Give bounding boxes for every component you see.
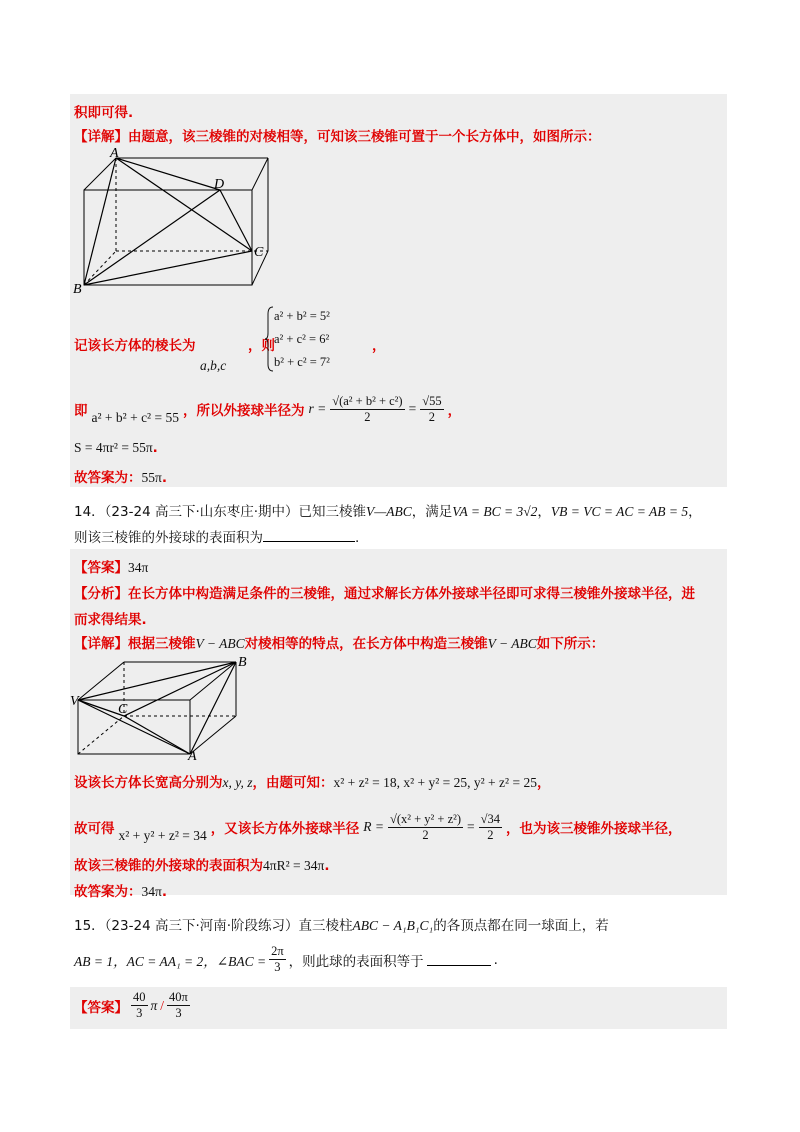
radius-value-14: $\frac{√34}{2}$ [480, 811, 501, 842]
detail-tag: 【详解】 [74, 129, 128, 145]
vertex-label-b: B [73, 282, 82, 294]
detail-text: 由题意，该三棱锥的对棱相等，可知该三棱锥可置于一个长方体中，如图所示： [128, 129, 601, 145]
answer-value-13: 55π [141, 470, 162, 485]
detail-14: 【详解】根据三棱锥V − ABC对棱相等的特点，在长方体中构造三棱锥V − ABC如下所示： [74, 636, 605, 652]
vertex-label-b2: B [238, 655, 247, 670]
vertex-label-a2: A [188, 749, 197, 762]
question-15: 15．（23-24 高三下·河南·阶段练习）直三棱柱ABC − A₁B₁C₁的各顶点都在同一球面上，若 [74, 918, 609, 934]
system-eq-3: b² + c² = 7² [274, 355, 330, 369]
then-text: ，则 [248, 338, 275, 354]
answer-line-13: 故答案为：55π. [74, 470, 167, 486]
radius-fraction-14: $\frac{\text{√(x² + y² + z²)}}{2}$ [389, 811, 462, 842]
sum-squares-eq: a² + b² + c² = 55 [91, 410, 179, 425]
angle-fraction: $\frac{2\pi}{3}$ [271, 944, 284, 974]
question-15-line2: AB = 1，AC = AA₁ = 2，∠BAC = $\frac{2\pi}{3}$ ，则此球的表面积等于 . [74, 944, 498, 974]
surface-area-eq: S = 4πr² = 55π [74, 440, 153, 455]
answer-fraction-2: $\frac{40\pi}{3}$ [169, 990, 188, 1020]
brace-glyph [264, 306, 274, 372]
edge-vars: a,b,c [200, 358, 227, 373]
answer-fraction-1: $\frac{40}{3}$ [133, 990, 146, 1020]
radius-line-14: 故可得 x² + y² + z² = 34 ，又该长方体外接球半径 R = $\frac{\text{√(x² + y² + z²)}}{2}$ = $\frac{√34}{2}$ ，也为该三棱锥外接球半径， [74, 811, 682, 843]
answer-15: 【答案】 $\frac{40}{3}$ π / $\frac{40\pi}{3}$ [74, 990, 188, 1020]
radius-value-fraction: $\frac{√55}{2}$ [422, 393, 442, 424]
vertex-label-v: V [70, 694, 79, 709]
edge-length-intro: 记该长方体的棱长为 [74, 338, 196, 354]
vertex-label-d: D [214, 177, 225, 192]
question-14-line2: 则该三棱锥的外接球的表面积为 . [74, 530, 360, 546]
answer-14: 【答案】34π [74, 560, 149, 576]
answer-value-14: 34π [128, 560, 149, 575]
vertex-label-c2: C [118, 702, 128, 717]
vertex-label-c: C [254, 245, 264, 260]
radius-fraction: $\frac{\text{√(a² + b² + c²)}}{2}$ [332, 393, 403, 424]
vertex-label-a: A [110, 148, 119, 161]
cuboid-figure-2 [70, 652, 250, 762]
surface-area-line: S = 4πr² = 55π. [74, 440, 158, 456]
dimensions-line: 设该长方体长宽高分别为x, y, z，由题可知：x² + z² = 18, x² + y² = 25, y² + z² = 25， [74, 775, 551, 791]
sum-eq-14: x² + y² + z² = 34 [118, 828, 207, 843]
final-answer-14: 故答案为：34π. [74, 884, 167, 900]
system-eq-2: a² + c² = 6² [274, 332, 330, 346]
system-eq-1: a² + b² = 5² [274, 309, 330, 323]
system-end: ， [372, 338, 386, 354]
radius-line: 即 a² + b² + c² = 55 ，所以外接球半径为 r = $\frac{\text{√(a² + b² + c²)}}{2}$ = $\frac{√55}{2}$ ， [74, 393, 462, 425]
detail-line [74, 125, 601, 145]
question-14: 14．（23-24 高三下·山东枣庄·期中）已知三棱锥V—ABC，满足VA = BC = 3√2，VB = VC = AC = AB = 5， [74, 504, 702, 520]
dimensions-eq: x² + z² = 18, x² + y² = 25, y² + z² = 25 [333, 775, 537, 790]
analysis-14: 【分析】在长方体中构造满足条件的三棱锥，通过求解长方体外接球半径即可求得三棱锥外接球半径，进 [74, 586, 695, 602]
surface-line-14: 故该三棱锥的外接球的表面积为4πR² = 34π. [74, 858, 330, 874]
radius-jie: 即 [74, 403, 88, 419]
radius-symbol: r = [308, 401, 327, 416]
solution-tail: 积即可得. [74, 105, 134, 121]
cuboid-figure-1 [72, 148, 272, 294]
analysis-14-line2: 而求得结果. [74, 612, 147, 628]
answer-blank-15[interactable] [427, 953, 491, 966]
answer-blank-14[interactable] [263, 529, 355, 542]
radius-text: ，所以外接球半径为 [182, 403, 305, 419]
